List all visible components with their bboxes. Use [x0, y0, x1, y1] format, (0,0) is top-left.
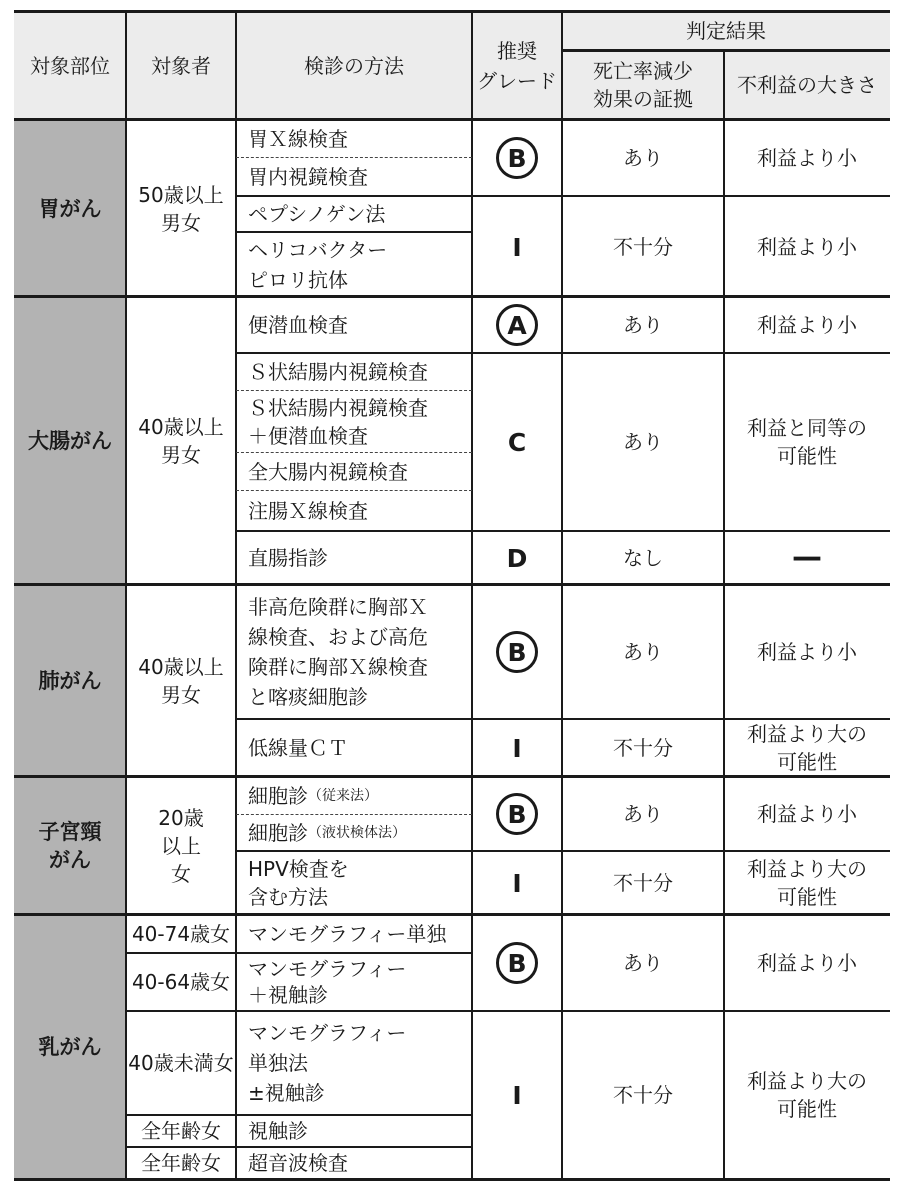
harm-cell-dash: — [792, 540, 822, 575]
method-stomach-xray: 胃Ｘ線検査 [248, 127, 348, 151]
part-cervix: 子宮頸 がん [14, 777, 126, 915]
part-lung: 肺がん [14, 585, 126, 777]
grade-badge: D [506, 543, 528, 573]
method-colon-sigmoidoscopy: Ｓ状結腸内視鏡検査 [248, 360, 428, 384]
target-breast-40-64: 40-64歳女 [131, 970, 231, 994]
dotted-divider [236, 452, 472, 453]
header-divider [14, 118, 890, 121]
method-cervix-hpv: HPV検査を 含む方法 [248, 857, 349, 909]
part-breast: 乳がん [14, 915, 126, 1179]
grade-badge: B [496, 137, 538, 179]
section-divider [14, 775, 890, 778]
row-divider [126, 1146, 472, 1148]
header-target: 対象者 [126, 12, 236, 120]
header-part: 対象部位 [14, 12, 126, 120]
method-stomach-endoscopy: 胃内視鏡検査 [248, 165, 368, 189]
harm-cell: 利益より小 [757, 640, 857, 664]
target-stomach: 50歳以上 男女 [138, 182, 224, 235]
dotted-divider [236, 157, 472, 158]
harm-cell: 利益より小 [757, 951, 857, 975]
column-divider [471, 12, 473, 1180]
row-divider [236, 195, 890, 197]
section-divider [14, 913, 890, 916]
evidence-cell: 不十分 [613, 1083, 673, 1107]
harm-cell: 利益より大の 可能性 [747, 1069, 867, 1121]
method-breast-mammo-cbe: マンモグラフィー ＋視触診 [248, 957, 407, 1007]
evidence-cell: あり [623, 430, 663, 454]
method-colon-fobt: 便潜血検査 [248, 313, 348, 337]
method-cervix-cytology-lbc [236, 815, 472, 851]
target-breast-40-74: 40-74歳女 [131, 922, 231, 946]
row-divider [236, 530, 890, 532]
grade-badge: I [512, 1080, 522, 1110]
row-divider [126, 1010, 890, 1012]
grade-badge: I [512, 232, 522, 262]
target-breast-all-ages: 全年齢女 [141, 1151, 221, 1175]
harm-cell: 利益と同等の 可能性 [747, 416, 867, 468]
method-breast-cbe: 視触診 [248, 1119, 308, 1143]
row-divider [236, 352, 890, 354]
evidence-cell: 不十分 [613, 871, 673, 895]
harm-cell: 利益より小 [757, 146, 857, 170]
method-colon-dre: 直腸指診 [248, 546, 328, 570]
method-lung-ldct: 低線量ＣＴ [248, 736, 348, 760]
section-divider [14, 583, 890, 586]
method-lung-xray: 非高危険群に胸部Ｘ 線検査、および高危 険群に胸部Ｘ線検査 と喀痰細胞診 [248, 595, 428, 709]
row-divider [236, 850, 890, 852]
method-breast-mammo-alone-cbe: マンモグラフィー 単独法 ±視触診 [248, 1021, 407, 1105]
evidence-cell: あり [623, 640, 663, 664]
evidence-cell: あり [623, 313, 663, 337]
method-note: （従来法） [308, 788, 378, 804]
grade-badge: B [496, 631, 538, 673]
target-lung: 40歳以上 男女 [138, 655, 224, 707]
harm-cell: 利益より大の 可能性 [747, 857, 867, 909]
target-colon: 40歳以上 男女 [138, 415, 224, 467]
evidence-cell: あり [623, 802, 663, 826]
header-divider [562, 49, 890, 52]
method-stomach-pepsinogen: ペプシノゲン法 [248, 202, 386, 226]
table-border-top [14, 10, 890, 13]
column-divider [561, 12, 563, 1180]
grade-badge: I [512, 733, 522, 763]
harm-cell: 利益より大の 可能性 [747, 722, 867, 774]
column-divider [125, 12, 127, 1180]
target-breast-all-ages: 全年齢女 [141, 1119, 221, 1143]
method-name: 細胞診 [248, 784, 308, 808]
evidence-cell: あり [623, 951, 663, 975]
grade-badge: I [512, 868, 522, 898]
section-divider [14, 295, 890, 298]
method-note: （液状検体法） [308, 825, 406, 841]
evidence-cell: なし [623, 546, 663, 570]
dotted-divider [236, 390, 472, 391]
evidence-cell: 不十分 [613, 234, 673, 259]
header-grade: 推奨 グレード [472, 12, 562, 120]
method-breast-ultrasound: 超音波検査 [248, 1151, 348, 1175]
method-name: 細胞診 [248, 821, 308, 845]
dotted-divider [236, 490, 472, 491]
header-harm: 不利益の大きさ [724, 50, 890, 120]
method-cervix-cytology-conventional [236, 777, 472, 815]
dotted-divider [236, 814, 472, 815]
header-mortality: 死亡率減少 効果の証拠 [562, 50, 724, 120]
harm-cell: 利益より小 [757, 802, 857, 826]
evidence-cell: あり [623, 146, 663, 170]
target-cervix: 20歳 以上 女 [158, 806, 204, 886]
grade-badge: C [507, 427, 527, 457]
column-divider [235, 12, 237, 1180]
grade-badge: B [496, 793, 538, 835]
evidence-cell: 不十分 [613, 736, 673, 760]
method-colon-sigmoidoscopy-fobt: Ｓ状結腸内視鏡検査 ＋便潜血検査 [248, 396, 428, 448]
part-colon: 大腸がん [14, 297, 126, 585]
header-judgment: 判定結果 [562, 12, 890, 50]
row-divider [236, 231, 472, 233]
header-method: 検診の方法 [236, 12, 472, 120]
grade-badge: A [496, 304, 538, 346]
row-divider [236, 718, 890, 720]
part-stomach: 胃がん [14, 120, 126, 297]
method-stomach-hpylori: ヘリコバクター ピロリ抗体 [248, 237, 388, 292]
method-colon-colonoscopy: 全大腸内視鏡検査 [248, 460, 408, 484]
method-colon-barium: 注腸Ｘ線検査 [248, 499, 368, 523]
row-divider [126, 952, 472, 954]
table-border-bottom [14, 1178, 890, 1181]
row-divider [126, 1114, 472, 1116]
harm-cell: 利益より小 [757, 234, 857, 259]
method-breast-mammo: マンモグラフィー単独 [248, 922, 447, 946]
grade-badge: B [496, 942, 538, 984]
target-breast-under-40: 40歳未満女 [128, 1051, 234, 1075]
harm-cell: 利益より小 [757, 313, 857, 337]
